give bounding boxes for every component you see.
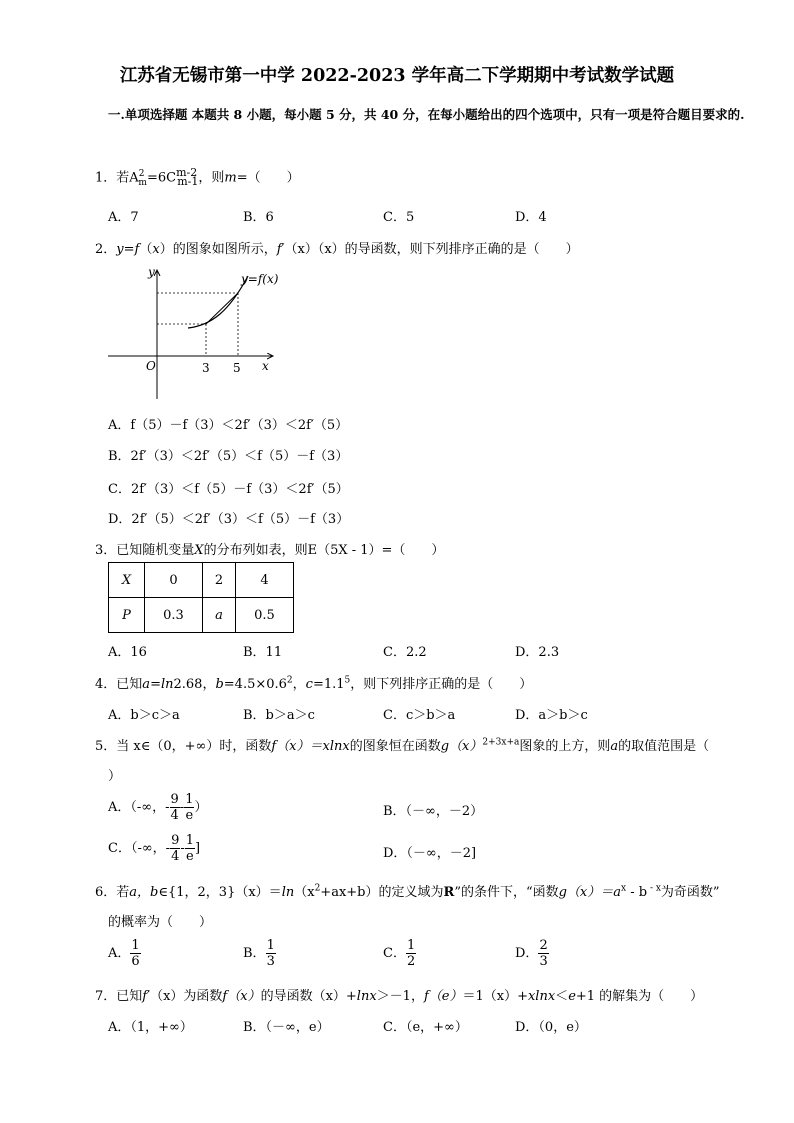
question-4-option-d[interactable]: D．a＞b＞c [515, 708, 588, 723]
question-5-option-c[interactable]: C．（-∞，- $\frac{9}{4}$ - $\frac{1}{e}$ ] [108, 833, 201, 864]
question-2-stem: 2．y=f（x）的图象如图所示，f′（x）（x）的导函数，则下列排序正确的是（ ） [95, 242, 579, 257]
curve-label: y=f(x) [241, 272, 279, 286]
origin-label: O [146, 359, 156, 373]
question-2-option-b[interactable]: B．2f′（3）＜2f′（5）＜f（5）－f（3） [108, 449, 349, 464]
question-6-option-a[interactable]: A． $\frac{1}{6}$ [108, 938, 140, 969]
question-6-stem-line2: 的概率为（ ） [108, 915, 213, 930]
table-cell: X [109, 563, 145, 598]
x-axis-label: x [262, 359, 269, 373]
question-7-option-c[interactable]: C．（e，+∞） [383, 1020, 468, 1035]
table-row [109, 563, 294, 598]
table-cell: 0.3 [145, 598, 203, 633]
question-1-option-a[interactable]: A．7 [108, 210, 139, 225]
distribution-table [108, 562, 294, 633]
table-cell: P [109, 598, 145, 633]
question-3-stem: 3．已知随机变量X的分布列如表，则E（5X - 1）=（ ） [95, 543, 445, 558]
question-4-option-a[interactable]: A．b＞c＞a [108, 708, 180, 723]
secant-line [206, 293, 238, 324]
question-4-option-c[interactable]: C．c＞b＞a [383, 708, 456, 723]
question-6-stem: 6．若a，b∈{1，2，$3\}(x)=\ln(x^2+ax+b)$的定义域为R”的条件下，“函数$g(x)=a^x - b$ $^{- x}$为奇函数” [95, 883, 720, 900]
question-7-stem: 7．已知f′（x）为函数f（x）的导函数（x）+lnx＞－1，f（e）＝1（x）+xlnx＜e+1 的解集为（ ） [95, 989, 704, 1004]
question-1-option-c[interactable]: C．5 [383, 210, 415, 225]
question-4-stem: 4．已知a=ln2.68，$b=4.5\times 0.6^2$，$c=1.1^5$，则下列排序正确的是（ ） [95, 675, 533, 692]
question-7-option-b[interactable]: B．（－∞，e） [243, 1020, 330, 1035]
question-3-option-a[interactable]: A．16 [108, 645, 147, 660]
question-2-option-a[interactable]: A．f（5）－f（3）＜2f′（3）＜2f′（5） [108, 418, 349, 433]
question-7-option-d[interactable]: D．（0，e） [515, 1020, 587, 1035]
question-6-option-b[interactable]: B． $\frac{1}{3}$ [243, 938, 275, 969]
question-5-option-a[interactable]: A．（-∞，- $\frac{9}{4}$ - $\frac{1}{e}$ ） [108, 792, 208, 823]
tick-label-3: 3 [202, 361, 210, 375]
y-axis-label: y [148, 265, 155, 279]
table-row [109, 598, 294, 633]
table-cell: 0.5 [236, 598, 294, 633]
table-cell: 4 [236, 563, 294, 598]
question-6-option-c[interactable]: C． $\frac{1}{2}$ [383, 938, 416, 969]
question-5-option-b[interactable]: B．（－∞，－2） [383, 804, 484, 819]
question-4-option-b[interactable]: B．b＞a＞c [243, 708, 315, 723]
question-3-option-c[interactable]: C．2.2 [383, 645, 427, 660]
question-5-stem-close: ） [108, 769, 122, 784]
page-title: 江苏省无锡市第一中学 2022-2023 学年高二下学期期中考试数学试题 [119, 66, 675, 86]
function-graph [108, 262, 288, 402]
table-cell: 2 [203, 563, 236, 598]
table-cell: a [203, 598, 236, 633]
question-3-option-d[interactable]: D．2.3 [515, 645, 560, 660]
question-2-option-d[interactable]: D．2f′（5）＜2f′（3）＜f（5）－f（3） [108, 512, 350, 527]
question-5-option-d[interactable]: D．（－∞，－2] [383, 846, 477, 861]
table-cell: 0 [145, 563, 203, 598]
question-6-option-d[interactable]: D． $\frac{2}{3}$ [515, 938, 548, 969]
section-heading: 一.单项选择题 本题共 8 小题，每小题 5 分，共 40 分，在每小题给出的四个选项中，只有一项是符合题目要求的. [108, 107, 745, 122]
question-1-option-d[interactable]: D．4 [515, 210, 547, 225]
question-2-option-c[interactable]: C．2f′（3）＜f（5）－f（3）＜2f′（5） [108, 482, 349, 497]
function-curve [188, 276, 248, 328]
tick-label-5: 5 [233, 361, 241, 375]
question-1-option-b[interactable]: B．6 [243, 210, 274, 225]
question-1-stem: 1．若$A^2_m=6C^{m-2}_{m-1}$，则m=（ ） [95, 166, 300, 188]
question-5-stem: 5．当 x∈（0，+∞）时，函数f（x）＝xlnx的图象恒在函数$g(x)^{2+3x+a}$图象的上方，则a的取值范围是（ [95, 737, 710, 754]
question-3-option-b[interactable]: B．11 [243, 645, 283, 660]
question-7-option-a[interactable]: A．（1，+∞） [108, 1020, 193, 1035]
